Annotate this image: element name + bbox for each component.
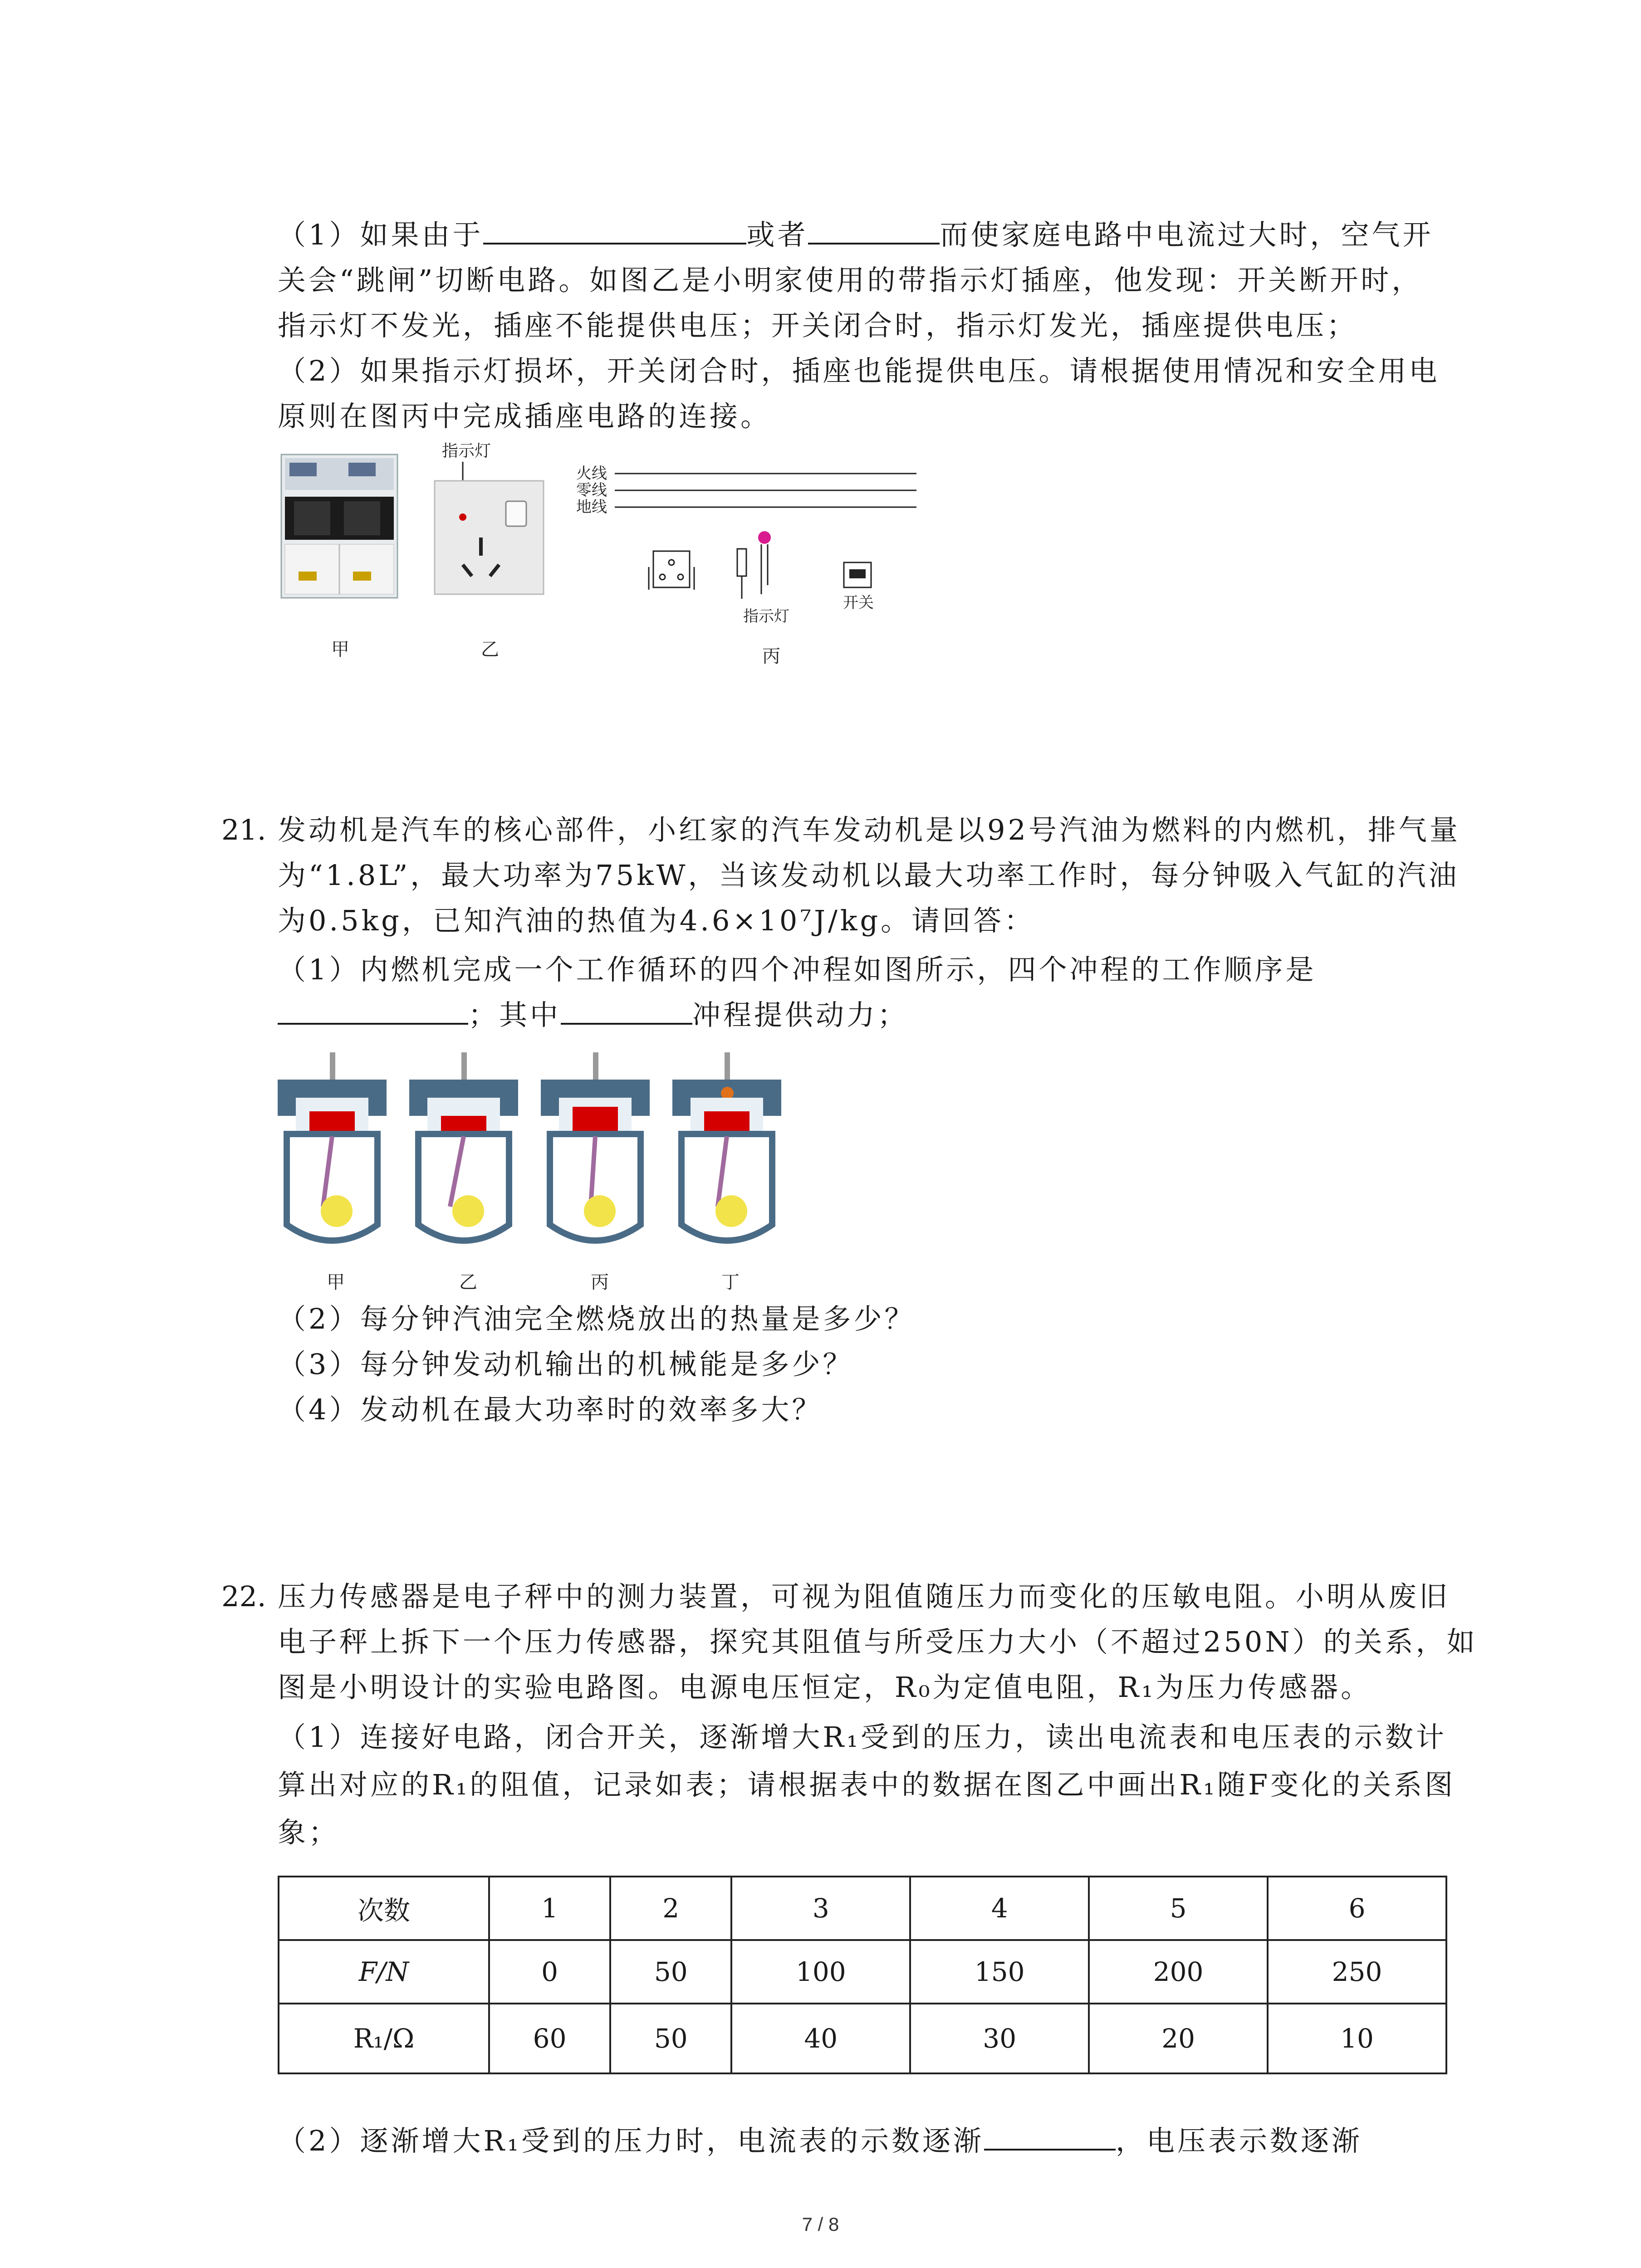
table-cell: 次数 — [279, 1877, 489, 1940]
q22-number: 22. — [221, 1580, 266, 1613]
engine-strokes-figure — [278, 1043, 795, 1270]
indicator-label: 指示灯 — [442, 442, 491, 460]
q20-line5: 原则在图丙中完成插座电路的连接。 — [278, 400, 772, 433]
engine-caption-yi: 乙 — [459, 1272, 477, 1293]
q22-part1-line1: （1）连接好电路，闭合开关，逐渐增大R₁受到的压力，读出电流表和电压表的示数计 — [278, 1721, 1447, 1754]
ground-wire-label: 地线 — [576, 498, 607, 516]
q21-line2: 为“1.8L”，最大功率为75kW，当该发动机以最大功率工作时，每分钟吸入气缸的汽油 — [278, 859, 1460, 892]
table-cell: 60 — [489, 2004, 610, 2073]
table-row-force — [279, 1940, 1446, 2004]
q21-part1: （1）内燃机完成一个工作循环的四个冲程如图所示，四个冲程的工作顺序是 — [278, 953, 1317, 986]
switch-symbol — [843, 562, 874, 612]
q21-line3: 为0.5kg，已知汽油的热值为4.6×10⁷J/kg。请回答： — [278, 904, 1035, 937]
q21-part3: （3）每分钟发动机输出的机械能是多少？ — [278, 1348, 854, 1381]
table-cell: 30 — [910, 2004, 1089, 2073]
q22-data-table — [278, 1876, 1447, 2074]
engine-ding — [672, 1052, 781, 1241]
q21-part2: （2）每分钟汽油完全燃烧放出的热量是多少？ — [278, 1302, 916, 1335]
table-cell: 6 — [1268, 1877, 1446, 1940]
q20-line4: （2）如果指示灯损坏，开关闭合时，插座也能提供电压。请根据使用情况和安全用电 — [278, 354, 1440, 387]
q20-line3: 指示灯不发光，插座不能提供电压；开关闭合时，指示灯发光，插座提供电压； — [278, 309, 1358, 342]
socket-figure — [431, 440, 549, 599]
q21-blank-order[interactable] — [278, 997, 468, 1025]
q21-number: 21. — [221, 813, 266, 846]
neutral-wire-label: 零线 — [576, 481, 607, 499]
q20-blank-2[interactable] — [808, 217, 940, 244]
table-cell: F/N — [279, 1940, 489, 2004]
q22-part2-text-b: ，电压表示数逐渐 — [1115, 2124, 1362, 2157]
socket-symbol — [649, 551, 694, 590]
engine-caption-jia: 甲 — [327, 1272, 345, 1293]
caption-bing: 丙 — [762, 646, 780, 667]
table-cell: R₁/Ω — [279, 2004, 489, 2073]
engine-caption-bing: 丙 — [591, 1272, 609, 1293]
table-cell: 10 — [1268, 2004, 1446, 2073]
page-number: 7 / 8 — [802, 2214, 839, 2235]
caption-jia: 甲 — [331, 639, 349, 660]
q20-part1-text-a: （1）如果由于 — [278, 218, 484, 251]
q22-part1-line2: 算出对应的R₁的阻值，记录如表；请根据表中的数据在图乙中画出R₁随F变化的关系图 — [278, 1768, 1456, 1801]
q21-line1: 发动机是汽车的核心部件，小红家的汽车发动机是以92号汽油为燃料的内燃机，排气量 — [278, 813, 1460, 846]
q22-line3: 图是小明设计的实验电路图。电源电压恒定，R₀为定值电阻，R₁为压力传感器。 — [278, 1671, 1372, 1704]
table-cell: 5 — [1089, 1877, 1268, 1940]
q20-part1-line1 — [278, 217, 1433, 253]
q22-part1-line3: 象； — [278, 1816, 340, 1849]
table-cell: 150 — [910, 1940, 1089, 2004]
q21-part4: （4）发动机在最大功率时的效率多大？ — [278, 1393, 823, 1426]
table-cell: 200 — [1089, 1940, 1268, 2004]
table-cell: 0 — [489, 1940, 610, 2004]
q22-part2 — [278, 2123, 1362, 2159]
engine-jia — [278, 1052, 387, 1241]
lamp-label: 指示灯 — [743, 607, 789, 626]
engine-bing — [541, 1052, 650, 1241]
q21-blank-stroke[interactable] — [561, 997, 692, 1025]
table-cell: 40 — [731, 2004, 910, 2073]
table-cell: 250 — [1268, 1940, 1446, 2004]
table-cell: 100 — [731, 1940, 910, 2004]
breaker-figure — [280, 454, 398, 599]
live-wire-label: 火线 — [576, 464, 607, 483]
switch-label: 开关 — [843, 594, 874, 612]
q21-part1-line2 — [278, 997, 908, 1033]
caption-yi: 乙 — [481, 639, 499, 660]
table-cell: 50 — [610, 2004, 731, 2073]
q22-line2: 电子秤上拆下一个压力传感器，探究其阻值与所受压力大小（不超过250N）的关系，如 — [278, 1625, 1478, 1658]
table-row-trial — [279, 1877, 1446, 1940]
table-cell: 20 — [1089, 2004, 1268, 2073]
table-cell: 50 — [610, 1940, 731, 2004]
q20-part1-text-c: 而使家庭电路中电流过大时，空气开 — [940, 218, 1434, 251]
q22-blank-current[interactable] — [984, 2123, 1116, 2151]
engine-yi — [409, 1052, 518, 1241]
q21-part1-text-a: ；其中 — [468, 998, 561, 1031]
q22-line1: 压力传感器是电子秤中的测力装置，可视为阻值随压力而变化的压敏电阻。小明从废旧 — [278, 1580, 1450, 1613]
table-cell: 2 — [610, 1877, 731, 1940]
engine-caption-ding: 丁 — [721, 1272, 740, 1293]
q20-part1-text-b: 或者 — [746, 218, 808, 251]
q22-part2-text-a: （2）逐渐增大R₁受到的压力时，电流表的示数逐渐 — [278, 2124, 984, 2157]
table-cell: 3 — [731, 1877, 910, 1940]
q20-blank-1[interactable] — [483, 217, 746, 244]
table-row-resistance — [279, 2004, 1446, 2073]
table-cell: 4 — [910, 1877, 1089, 1940]
indicator-lamp-symbol — [737, 531, 789, 626]
q21-part1-text-b: 冲程提供动力； — [692, 998, 909, 1031]
q20-line2: 关会“跳闸”切断电路。如图乙是小明家使用的带指示灯插座，他发现：开关断开时， — [278, 264, 1423, 297]
table-cell: 1 — [489, 1877, 610, 1940]
wiring-figure — [572, 458, 935, 640]
